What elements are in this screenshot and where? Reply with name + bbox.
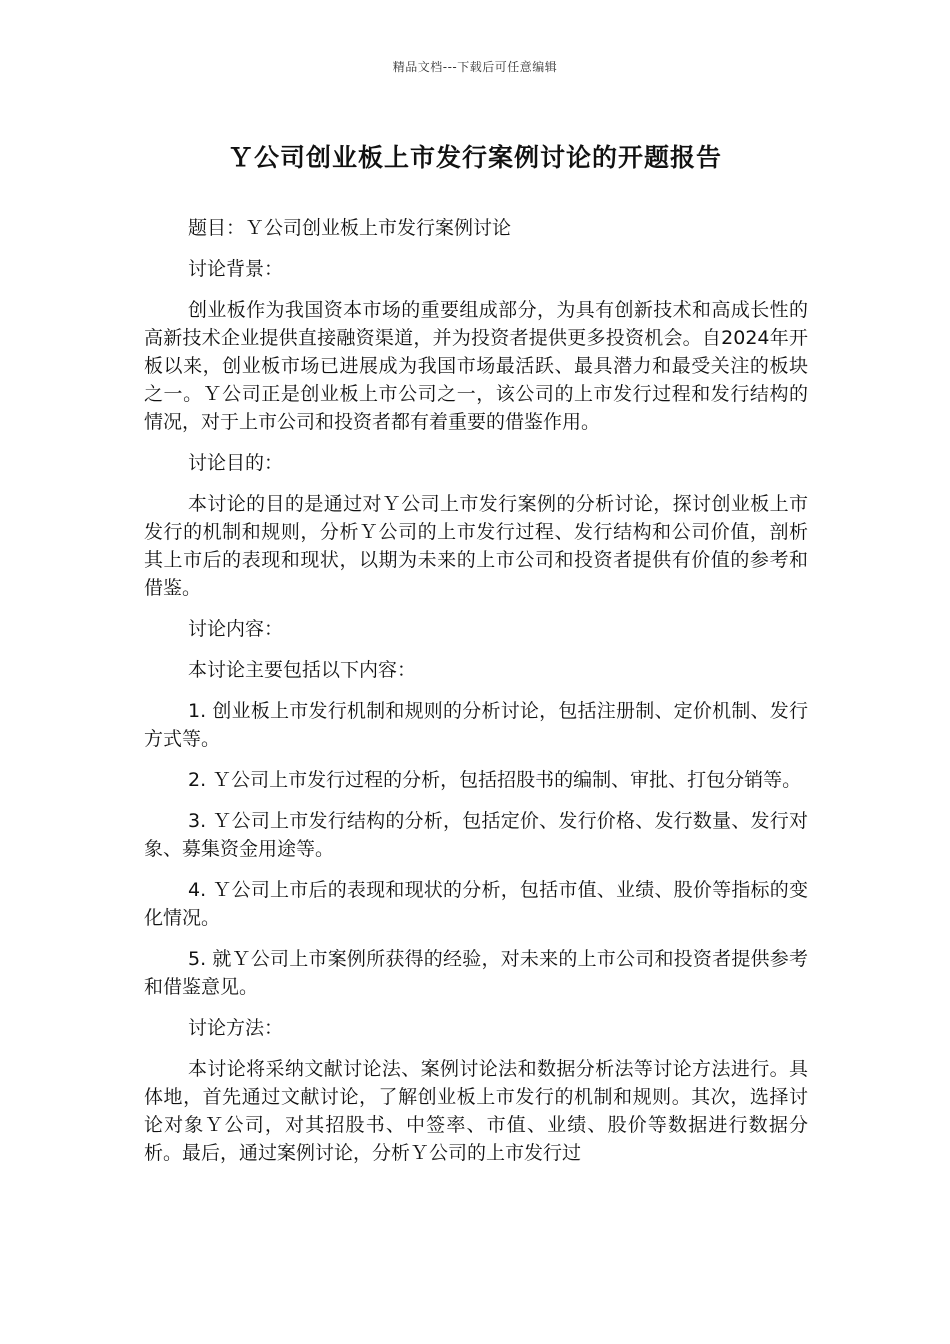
section-heading-purpose: 讨论目的： [188, 452, 284, 474]
topic-line: 题目：Ｙ公司创业板上市发行案例讨论 [188, 217, 512, 239]
list-item: 1. 创业板上市发行机制和规则的分析讨论，包括注册制、定价机制、发行方式等。 [144, 700, 808, 750]
purpose-paragraph: 本讨论的目的是通过对Ｙ公司上市发行案例的分析讨论，探讨创业板上市发行的机制和规则，分析Ｙ公司的上市发行过程、发行结构和公司价值，剖析其上市后的表现和现状，以期为未来的上市公司和投资者提供有价值的参考和借鉴。 [144, 493, 808, 599]
content-intro: 本讨论主要包括以下内容： [188, 659, 417, 681]
method-paragraph: 本讨论将采纳文献讨论法、案例讨论法和数据分析法等讨论方法进行。具体地，首先通过文献讨论，了解创业板上市发行的机制和规则。其次，选择讨论对象Ｙ公司，对其招股书、中签率、市值、业绩、股价等数据进行数据分析。最后，通过案例讨论，分析Ｙ公司的上市发行过 [144, 1058, 808, 1164]
section-heading-content: 讨论内容： [188, 618, 284, 640]
section-heading-background: 讨论背景： [188, 258, 284, 280]
background-paragraph: 创业板作为我国资本市场的重要组成部分，为具有创新技术和高成长性的高新技术企业提供直接融资渠道，并为投资者提供更多投资机会。自2024年开板以来，创业板市场已进展成为我国市场最活跃、最具潜力和最受关注的板块之一。Ｙ公司正是创业板上市公司之一，该公司的上市发行过程和发行结构的情况，对于上市公司和投资者都有着重要的借鉴作用。 [144, 299, 808, 433]
section-heading-method: 讨论方法： [188, 1017, 284, 1039]
list-item: 3. Ｙ公司上市发行结构的分析，包括定价、发行价格、发行数量、发行对象、募集资金用途等。 [144, 810, 808, 860]
list-item: 4. Ｙ公司上市后的表现和现状的分析，包括市值、业绩、股价等指标的变化情况。 [144, 879, 808, 929]
list-item: 2. Ｙ公司上市发行过程的分析，包括招股书的编制、审批、打包分销等。 [188, 769, 802, 791]
document-body [144, 214, 808, 1180]
document-title: Ｙ公司创业板上市发行案例讨论的开题报告 [227, 143, 722, 172]
list-item: 5. 就Ｙ公司上市案例所获得的经验，对未来的上市公司和投资者提供参考和借鉴意见。 [144, 948, 808, 998]
header-note: 精品文档---下载后可任意编辑 [392, 60, 558, 74]
